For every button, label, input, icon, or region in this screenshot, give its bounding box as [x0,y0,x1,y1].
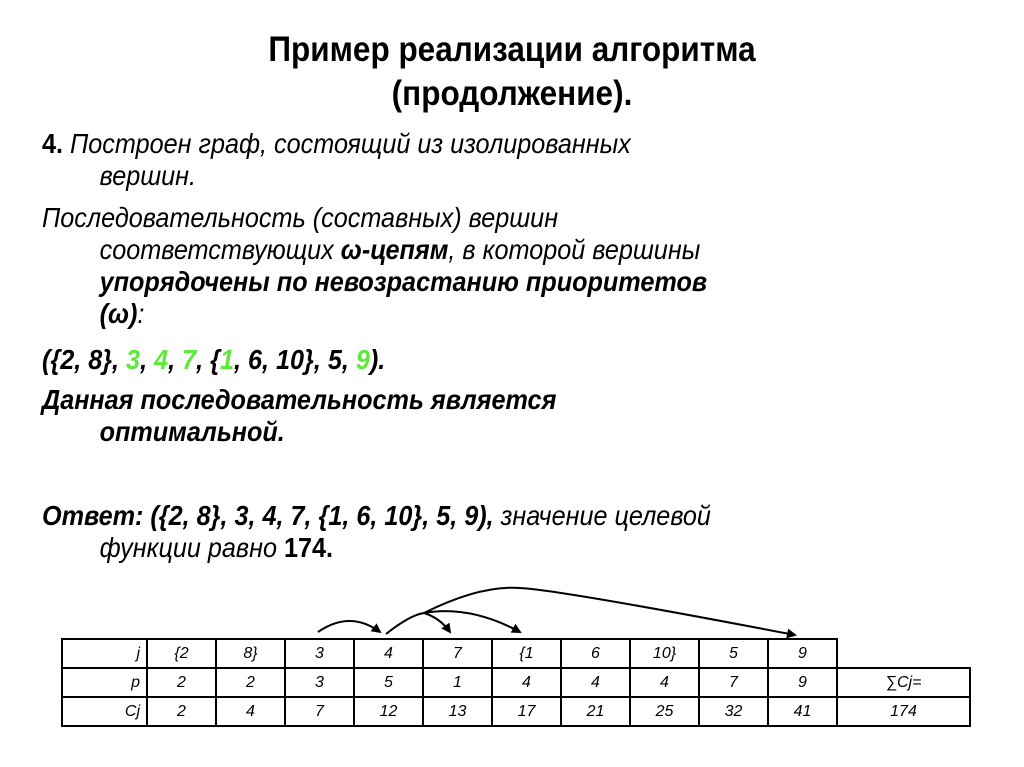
table-cell: 21 [561,697,630,726]
table-cell: 12 [354,697,423,726]
table-cell: 4 [630,668,699,697]
arrow-4-to-7 [386,613,450,634]
table-cell: 41 [768,697,837,726]
table-cell: {1 [492,639,561,668]
table-cell: 4 [354,639,423,668]
table-cell: 3 [285,639,354,668]
answer-line-2: функции равно [99,532,284,563]
table-cell: 2 [147,668,216,697]
sum-value: 174 [837,697,970,726]
table-cell: 9 [768,639,837,668]
table-cell: 5 [699,639,768,668]
table-row-j [62,639,970,668]
empty-cell [837,639,970,668]
seq-part: , { [196,344,220,375]
table-cell: 8} [216,639,285,668]
objective-value: 174. [283,532,334,563]
seq-part-green: 1 [219,344,234,375]
title-line-2: (продолжение). [391,74,633,113]
table-row-p [62,668,970,697]
seq-part: , [140,344,155,375]
table-cell: 7 [285,697,354,726]
table-cell: 7 [423,639,492,668]
arrow-4-to-9 [424,588,795,635]
table-cell: 25 [630,697,699,726]
seq-part: , 6, 10}, 5, [233,344,356,375]
omega-chains: ω-цепям [340,234,449,265]
seq-desc-suffix: , в которой вершины [448,234,701,265]
table-row-cj [62,697,970,726]
table-cell: 5 [354,668,423,697]
row-header: p [62,668,147,697]
answer-normal: значение целевой [493,500,711,531]
table-cell: 4 [561,668,630,697]
table-cell: 4 [492,668,561,697]
colon: : [137,298,145,329]
sum-label: ∑Cj= [837,668,970,697]
seq-part-green: 4 [154,344,169,375]
table-cell: {2 [147,639,216,668]
schedule-table [61,638,971,727]
optimal-line-2: оптимальной. [99,416,285,447]
table-cell: 3 [285,668,354,697]
table-cell: 1 [423,668,492,697]
table-cell: 2 [147,697,216,726]
seq-part-green: 9 [355,344,370,375]
seq-desc-prefix: соответствующих [99,234,341,265]
table-cell: 4 [216,697,285,726]
seq-part-green: 3 [126,344,141,375]
title-line-1: Пример реализации алгоритма [268,30,756,69]
seq-part: ). [369,344,386,375]
table-cell: 10} [630,639,699,668]
seq-part: ({2, 8}, [42,344,127,375]
omega-label: (ω) [99,298,138,329]
table-cell: 17 [492,697,561,726]
seq-part: , [168,344,183,375]
step-4-text-1: Построен граф, состоящий из изолированных [63,128,631,159]
table-cell: 2 [216,668,285,697]
step-4-text-2: вершин. [99,160,197,191]
table-cell: 7 [699,668,768,697]
table-cell: 9 [768,668,837,697]
arrow-3-to-4 [318,621,380,632]
table-cell: 6 [561,639,630,668]
seq-part-green: 7 [182,344,197,375]
ordering-rule: упорядочены по невозрастанию приоритетов [99,266,708,297]
answer-bold: Ответ: ({2, 8}, 3, 4, 7, {1, 6, 10}, 5, 9), [42,500,494,531]
arrow-4-to-1 [424,611,520,632]
seq-desc-line-1: Последовательность (составных) вершин [42,202,559,233]
row-header: Cj [62,697,147,726]
optimal-line-1: Данная последовательность является [42,384,557,415]
step-number: 4. [42,128,64,159]
table-cell: 13 [423,697,492,726]
row-header: j [62,639,147,668]
table-cell: 32 [699,697,768,726]
